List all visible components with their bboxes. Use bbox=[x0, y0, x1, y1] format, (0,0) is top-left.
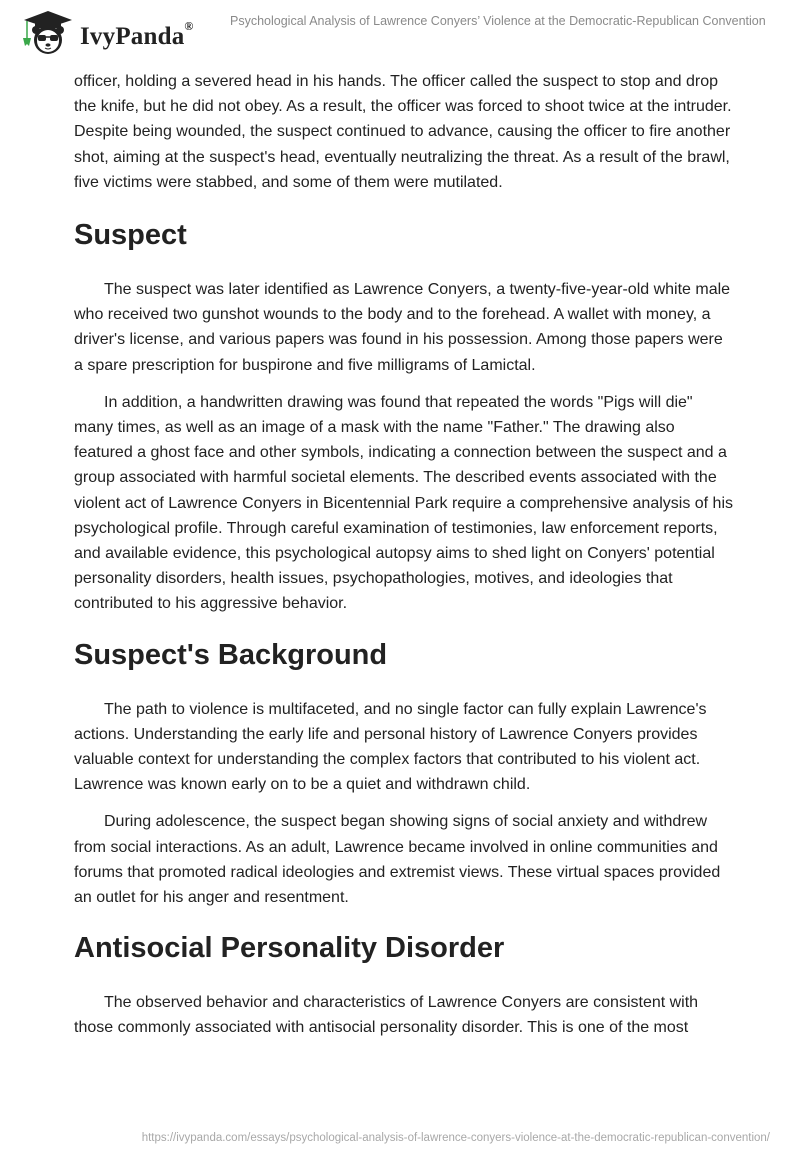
brand-name: IvyPanda® bbox=[80, 19, 194, 50]
panda-graduation-cap-icon bbox=[18, 8, 78, 61]
section-heading-background: Suspect's Background bbox=[74, 638, 388, 671]
section-heading-antisocial: Antisocial Personality Disorder bbox=[74, 932, 505, 965]
paragraph: During adolescence, the suspect began showing signs of social anxiety and withdrew from social interactions. As an adult, Lawrence became involved in online communities and forums that promoted radical ideologies and extremist views. These virtual spaces provided an outlet for his anger and resentment. bbox=[74, 813, 721, 907]
paragraph: The path to violence is multifaceted, and no single factor can fully explain Lawrence's actions. Understanding the early life and personal history of Lawrence Conyers provides valuable context for understanding the complex factors that contributed to his violent act. Lawrence was known early on to be a quiet and withdrawn child. bbox=[74, 700, 707, 794]
ivypanda-logo[interactable] bbox=[18, 8, 194, 61]
article-body bbox=[74, 69, 734, 1053]
section-heading-suspect: Suspect bbox=[74, 219, 187, 252]
intro-paragraph: officer, holding a severed head in his hands. The officer called the suspect to stop and drop the knife, but he did not obey. As a result, the officer was forced to shoot twice at the intruder. Despite being wounded, the suspect continued to advance, causing the officer to fire another shot, aiming at the suspect's head, eventually neutralizing the threat. As a result of the brawl, five victims were stabbed, and some of them were mutilated. bbox=[74, 73, 732, 191]
document-title: Psychological Analysis of Lawrence Conyers’ Violence at the Democratic-Republican Convention bbox=[230, 14, 766, 28]
page-header bbox=[0, 0, 800, 56]
paragraph: In addition, a handwritten drawing was found that repeated the words "Pigs will die" many times, as well as an image of a mask with the name "Father." The drawing also featured a ghost face and other symbols, indicating a connection between the suspect and a group associated with harmful societal elements. The described events associated with the violent act of Lawrence Conyers in Bicentennial Park require a comprehensive analysis of his psychological profile. Through careful examination of testimonies, law enforcement reports, and available evidence, this psychological autopsy aims to shed light on Conyers' potential personality disorders, health issues, psychopathologies, motives, and ideologies that contributed to his aggressive behavior. bbox=[74, 393, 734, 613]
paragraph: The suspect was later identified as Lawrence Conyers, a twenty-five-year-old white male who received two gunshot wounds to the body and to the forehead. A wallet with money, a driver's license, and various papers was found in his possession. Among those papers were a spare prescription for buspirone and five milligrams of Lamictal. bbox=[74, 281, 731, 374]
source-url[interactable]: https://ivypanda.com/essays/psychological-analysis-of-lawrence-conyers-violence-at-the-democratic-republican-convention/ bbox=[141, 1132, 770, 1144]
paragraph: The observed behavior and characteristics of Lawrence Conyers are consistent with those commonly associated with antisocial personality disorder. This is one of the most bbox=[74, 994, 699, 1037]
